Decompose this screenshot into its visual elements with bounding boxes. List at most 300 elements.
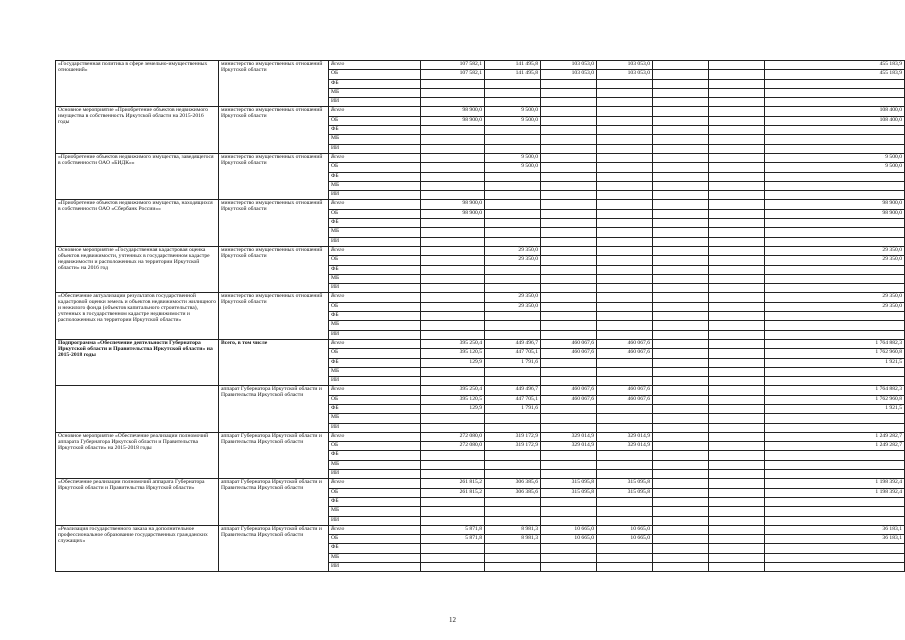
value-cell: 1 791,6 <box>485 404 541 413</box>
value-cell <box>653 451 709 460</box>
value-cell <box>709 339 765 348</box>
value-cell <box>597 330 653 339</box>
value-cell <box>709 544 765 553</box>
value-cell <box>597 377 653 386</box>
total-cell: 108 400,0 <box>765 107 905 116</box>
executor-cell: министерство имущественных отношений Иркутской области <box>219 153 329 199</box>
value-cell: 29 350,0 <box>485 256 541 265</box>
value-cell <box>709 553 765 562</box>
page-number: 12 <box>449 616 456 624</box>
value-cell <box>485 497 541 506</box>
value-cell: 261 815,2 <box>421 488 485 497</box>
value-cell <box>421 274 485 283</box>
total-cell <box>765 79 905 88</box>
funding-source-cell: Всего <box>329 246 421 255</box>
total-cell: 1 249 282,7 <box>765 432 905 441</box>
value-cell <box>485 191 541 200</box>
value-cell <box>653 181 709 190</box>
funding-source-cell: ФБ <box>329 451 421 460</box>
value-cell <box>653 246 709 255</box>
value-cell <box>653 488 709 497</box>
value-cell <box>597 135 653 144</box>
funding-source-cell: ИИ <box>329 563 421 572</box>
value-cell <box>541 135 597 144</box>
value-cell <box>541 153 597 162</box>
value-cell: 261 815,2 <box>421 479 485 488</box>
funding-source-cell: ОБ <box>329 302 421 311</box>
funding-source-cell: ОБ <box>329 116 421 125</box>
funding-source-cell: ОБ <box>329 395 421 404</box>
table-row <box>56 246 905 255</box>
total-cell <box>765 507 905 516</box>
funding-source-cell: ИИ <box>329 284 421 293</box>
value-cell <box>421 563 485 572</box>
value-cell: 315 095,8 <box>541 488 597 497</box>
value-cell: 29 350,0 <box>485 302 541 311</box>
value-cell <box>709 126 765 135</box>
value-cell <box>709 395 765 404</box>
funding-source-cell: ФБ <box>329 544 421 553</box>
value-cell <box>653 284 709 293</box>
table-row <box>56 432 905 441</box>
value-cell: 98 900,0 <box>421 200 485 209</box>
value-cell <box>485 563 541 572</box>
value-cell <box>653 525 709 534</box>
value-cell <box>653 470 709 479</box>
value-cell <box>709 302 765 311</box>
value-cell <box>597 470 653 479</box>
value-cell <box>709 497 765 506</box>
value-cell <box>597 79 653 88</box>
value-cell <box>709 228 765 237</box>
value-cell <box>597 265 653 274</box>
table-row <box>56 61 905 70</box>
total-cell <box>765 219 905 228</box>
value-cell <box>541 219 597 228</box>
value-cell <box>485 312 541 321</box>
total-cell: 9 500,0 <box>765 163 905 172</box>
value-cell <box>597 293 653 302</box>
value-cell: 460 067,6 <box>541 349 597 358</box>
funding-source-cell: Всего <box>329 386 421 395</box>
value-cell: 460 067,6 <box>597 339 653 348</box>
table-row <box>56 525 905 534</box>
value-cell <box>597 181 653 190</box>
value-cell: 10 665,0 <box>597 525 653 534</box>
value-cell <box>653 349 709 358</box>
total-cell <box>765 181 905 190</box>
value-cell: 9 500,0 <box>485 107 541 116</box>
value-cell <box>485 265 541 274</box>
value-cell <box>485 98 541 107</box>
value-cell <box>485 200 541 209</box>
funding-source-cell: Всего <box>329 61 421 70</box>
total-cell <box>765 312 905 321</box>
value-cell <box>421 470 485 479</box>
funding-source-cell: ИИ <box>329 330 421 339</box>
value-cell <box>541 507 597 516</box>
value-cell <box>653 172 709 181</box>
value-cell <box>421 507 485 516</box>
value-cell <box>709 312 765 321</box>
value-cell <box>709 237 765 246</box>
total-cell: 29 350,0 <box>765 293 905 302</box>
value-cell <box>709 488 765 497</box>
executor-cell: аппарат Губернатора Иркутской области и Правительства Иркутской области <box>219 525 329 571</box>
total-cell: 1 921,5 <box>765 358 905 367</box>
value-cell <box>653 377 709 386</box>
value-cell <box>653 507 709 516</box>
value-cell <box>421 423 485 432</box>
value-cell <box>709 181 765 190</box>
value-cell <box>541 321 597 330</box>
value-cell <box>597 126 653 135</box>
value-cell <box>541 497 597 506</box>
value-cell <box>421 181 485 190</box>
value-cell <box>597 284 653 293</box>
program-name-cell: «Обеспечение реализации полномочий аппарата Губернатора Иркутской области и Правительства Иркутской области» <box>56 479 219 525</box>
value-cell <box>485 423 541 432</box>
value-cell <box>421 284 485 293</box>
value-cell <box>709 460 765 469</box>
value-cell: 315 095,8 <box>541 479 597 488</box>
value-cell <box>485 181 541 190</box>
value-cell <box>541 256 597 265</box>
funding-source-cell: Всего <box>329 479 421 488</box>
program-name-cell: «Приобретение объектов недвижимого имущества, заведящегося в собственности ОАО «БИДК»» <box>56 153 219 199</box>
total-cell: 455 183,9 <box>765 61 905 70</box>
funding-source-cell: ОБ <box>329 442 421 451</box>
value-cell <box>541 330 597 339</box>
value-cell <box>653 535 709 544</box>
value-cell <box>597 404 653 413</box>
value-cell <box>541 553 597 562</box>
value-cell <box>597 116 653 125</box>
value-cell <box>597 367 653 376</box>
value-cell: 103 053,0 <box>541 70 597 79</box>
value-cell <box>485 284 541 293</box>
funding-source-cell: ИИ <box>329 237 421 246</box>
value-cell <box>541 181 597 190</box>
value-cell: 98 900,0 <box>421 209 485 218</box>
funding-source-cell: ОБ <box>329 209 421 218</box>
value-cell <box>653 265 709 274</box>
value-cell <box>709 349 765 358</box>
value-cell: 8 981,3 <box>485 535 541 544</box>
value-cell: 460 067,6 <box>541 339 597 348</box>
funding-source-cell: МБ <box>329 88 421 97</box>
value-cell <box>597 144 653 153</box>
total-cell: 98 900,0 <box>765 200 905 209</box>
value-cell <box>485 274 541 283</box>
value-cell: 1 791,6 <box>485 358 541 367</box>
value-cell <box>597 172 653 181</box>
value-cell <box>541 98 597 107</box>
value-cell: 141 495,8 <box>485 70 541 79</box>
total-cell <box>765 516 905 525</box>
value-cell <box>709 423 765 432</box>
value-cell <box>421 377 485 386</box>
value-cell <box>597 246 653 255</box>
value-cell <box>709 451 765 460</box>
value-cell <box>485 237 541 246</box>
value-cell <box>709 386 765 395</box>
funding-source-cell: МБ <box>329 274 421 283</box>
value-cell <box>421 153 485 162</box>
value-cell: 395 120,5 <box>421 395 485 404</box>
value-cell <box>709 79 765 88</box>
value-cell <box>653 126 709 135</box>
funding-source-cell: ИИ <box>329 98 421 107</box>
value-cell <box>709 116 765 125</box>
value-cell <box>541 544 597 553</box>
value-cell <box>541 144 597 153</box>
value-cell <box>709 367 765 376</box>
value-cell <box>653 563 709 572</box>
total-cell <box>765 497 905 506</box>
total-cell <box>765 265 905 274</box>
value-cell <box>541 293 597 302</box>
value-cell <box>421 219 485 228</box>
executor-cell: министерство имущественных отношений Иркутской области <box>219 107 329 153</box>
value-cell <box>597 209 653 218</box>
value-cell <box>597 274 653 283</box>
value-cell <box>709 516 765 525</box>
value-cell <box>541 191 597 200</box>
value-cell <box>653 386 709 395</box>
program-name-cell: «Приобретение объектов недвижимого имущества, находящихся в собственности ОАО «Сбербанк России»» <box>56 200 219 246</box>
total-cell <box>765 191 905 200</box>
value-cell <box>653 135 709 144</box>
value-cell <box>709 144 765 153</box>
value-cell <box>485 470 541 479</box>
value-cell <box>597 507 653 516</box>
total-cell <box>765 330 905 339</box>
value-cell <box>653 153 709 162</box>
value-cell <box>653 358 709 367</box>
table-row <box>56 200 905 209</box>
value-cell <box>485 219 541 228</box>
value-cell: 306 385,6 <box>485 479 541 488</box>
value-cell <box>653 61 709 70</box>
value-cell <box>597 107 653 116</box>
funding-source-cell: ФБ <box>329 358 421 367</box>
value-cell <box>421 302 485 311</box>
total-cell: 29 350,0 <box>765 302 905 311</box>
table-row <box>56 293 905 302</box>
value-cell: 449 496,7 <box>485 339 541 348</box>
funding-source-cell: ОБ <box>329 70 421 79</box>
funding-source-cell: Всего <box>329 432 421 441</box>
program-name-cell: Основное мероприятие «Обеспечение реализации полномочий аппарата Губернатора Иркутской области и Правительства Иркутской области» на 2015-2018 годы <box>56 432 219 478</box>
value-cell <box>485 126 541 135</box>
value-cell <box>709 525 765 534</box>
value-cell <box>541 107 597 116</box>
funding-source-cell: ИИ <box>329 144 421 153</box>
value-cell <box>597 544 653 553</box>
table-row <box>56 107 905 116</box>
value-cell <box>709 321 765 330</box>
value-cell <box>653 191 709 200</box>
value-cell <box>653 228 709 237</box>
value-cell: 460 067,6 <box>597 349 653 358</box>
value-cell <box>709 191 765 200</box>
value-cell <box>541 209 597 218</box>
value-cell <box>653 395 709 404</box>
value-cell <box>597 153 653 162</box>
value-cell <box>597 423 653 432</box>
program-name-cell: Основное мероприятие «Государственная кадастровая оценка объектов недвижимости, учтенных в государственном кадастре недвижимости и расположенных на территории Иркутской области» на 2016 год <box>56 246 219 292</box>
value-cell <box>541 451 597 460</box>
value-cell <box>597 256 653 265</box>
value-cell <box>541 563 597 572</box>
funding-source-cell: ИИ <box>329 377 421 386</box>
funding-source-cell: Всего <box>329 525 421 534</box>
total-cell <box>765 460 905 469</box>
value-cell <box>709 274 765 283</box>
value-cell <box>597 358 653 367</box>
value-cell <box>653 237 709 246</box>
value-cell <box>421 414 485 423</box>
value-cell <box>541 88 597 97</box>
value-cell <box>485 367 541 376</box>
funding-source-cell: МБ <box>329 460 421 469</box>
total-cell: 1 198 392,4 <box>765 479 905 488</box>
value-cell <box>709 61 765 70</box>
value-cell <box>597 200 653 209</box>
table-row <box>56 153 905 162</box>
value-cell: 329 014,9 <box>541 432 597 441</box>
total-cell: 29 350,0 <box>765 256 905 265</box>
value-cell: 395 250,4 <box>421 339 485 348</box>
value-cell <box>421 544 485 553</box>
value-cell <box>653 200 709 209</box>
total-cell <box>765 135 905 144</box>
funding-source-cell: МБ <box>329 414 421 423</box>
value-cell <box>653 414 709 423</box>
value-cell <box>597 516 653 525</box>
value-cell <box>709 172 765 181</box>
value-cell <box>421 172 485 181</box>
executor-cell: министерство имущественных отношений Иркутской области <box>219 61 329 107</box>
value-cell <box>653 330 709 339</box>
value-cell <box>541 284 597 293</box>
value-cell <box>421 265 485 274</box>
total-cell: 108 400,0 <box>765 116 905 125</box>
executor-cell: Всего, в том числе <box>219 339 329 385</box>
value-cell: 9 500,0 <box>485 163 541 172</box>
value-cell: 272 080,0 <box>421 432 485 441</box>
budget-table <box>55 60 905 572</box>
value-cell: 447 705,1 <box>485 349 541 358</box>
value-cell <box>653 274 709 283</box>
value-cell <box>709 284 765 293</box>
table-row <box>56 386 905 395</box>
value-cell: 29 350,0 <box>485 293 541 302</box>
total-cell: 1 921,5 <box>765 404 905 413</box>
executor-cell: министерство имущественных отношений Иркутской области <box>219 200 329 246</box>
value-cell <box>653 516 709 525</box>
total-cell <box>765 451 905 460</box>
value-cell <box>421 516 485 525</box>
value-cell <box>709 293 765 302</box>
value-cell <box>421 497 485 506</box>
value-cell <box>653 423 709 432</box>
value-cell <box>653 479 709 488</box>
value-cell <box>709 377 765 386</box>
funding-source-cell: ОБ <box>329 535 421 544</box>
value-cell <box>421 98 485 107</box>
funding-source-cell: ФБ <box>329 497 421 506</box>
total-cell <box>765 172 905 181</box>
value-cell <box>541 116 597 125</box>
funding-source-cell: МБ <box>329 367 421 376</box>
funding-source-cell: ОБ <box>329 488 421 497</box>
executor-cell: аппарат Губернатора Иркутской области и Правительства Иркутской области <box>219 432 329 478</box>
total-cell: 36 183,1 <box>765 525 905 534</box>
total-cell <box>765 367 905 376</box>
total-cell <box>765 553 905 562</box>
total-cell: 36 183,1 <box>765 535 905 544</box>
value-cell: 306 385,6 <box>485 488 541 497</box>
value-cell <box>541 228 597 237</box>
value-cell <box>541 460 597 469</box>
total-cell <box>765 321 905 330</box>
value-cell <box>421 144 485 153</box>
value-cell <box>653 107 709 116</box>
program-name-cell: Основное мероприятие «Приобретение объектов недвижимого имущества в собственность Иркутской области на 2015-2016 годы <box>56 107 219 153</box>
funding-source-cell: ОБ <box>329 349 421 358</box>
program-name-cell: Подпрограмма «Обеспечение деятельности Губернатора Иркутской области и Правительства Иркутской области» на 2015-2018 годы <box>56 339 219 385</box>
value-cell <box>597 553 653 562</box>
value-cell <box>653 339 709 348</box>
value-cell <box>541 414 597 423</box>
value-cell: 447 705,1 <box>485 395 541 404</box>
funding-source-cell: ФБ <box>329 265 421 274</box>
value-cell <box>653 79 709 88</box>
value-cell: 141 495,8 <box>485 61 541 70</box>
total-cell: 1 764 882,3 <box>765 339 905 348</box>
value-cell <box>421 191 485 200</box>
value-cell <box>709 265 765 274</box>
executor-cell: аппарат Губернатора Иркутской области и Правительства Иркутской области <box>219 386 329 432</box>
value-cell <box>421 553 485 562</box>
value-cell <box>597 302 653 311</box>
total-cell <box>765 563 905 572</box>
funding-source-cell: МБ <box>329 135 421 144</box>
value-cell <box>653 312 709 321</box>
funding-source-cell: ИИ <box>329 191 421 200</box>
value-cell <box>709 88 765 97</box>
value-cell <box>709 246 765 255</box>
total-cell: 98 900,0 <box>765 209 905 218</box>
value-cell: 319 172,9 <box>485 432 541 441</box>
funding-source-cell: Всего <box>329 339 421 348</box>
total-cell: 455 183,9 <box>765 70 905 79</box>
value-cell <box>653 321 709 330</box>
funding-source-cell: ИИ <box>329 423 421 432</box>
value-cell <box>653 116 709 125</box>
value-cell <box>709 442 765 451</box>
value-cell <box>709 358 765 367</box>
value-cell <box>421 237 485 246</box>
total-cell: 9 500,0 <box>765 153 905 162</box>
value-cell <box>597 563 653 572</box>
value-cell <box>709 404 765 413</box>
value-cell <box>653 544 709 553</box>
value-cell <box>709 219 765 228</box>
value-cell: 10 665,0 <box>541 525 597 534</box>
